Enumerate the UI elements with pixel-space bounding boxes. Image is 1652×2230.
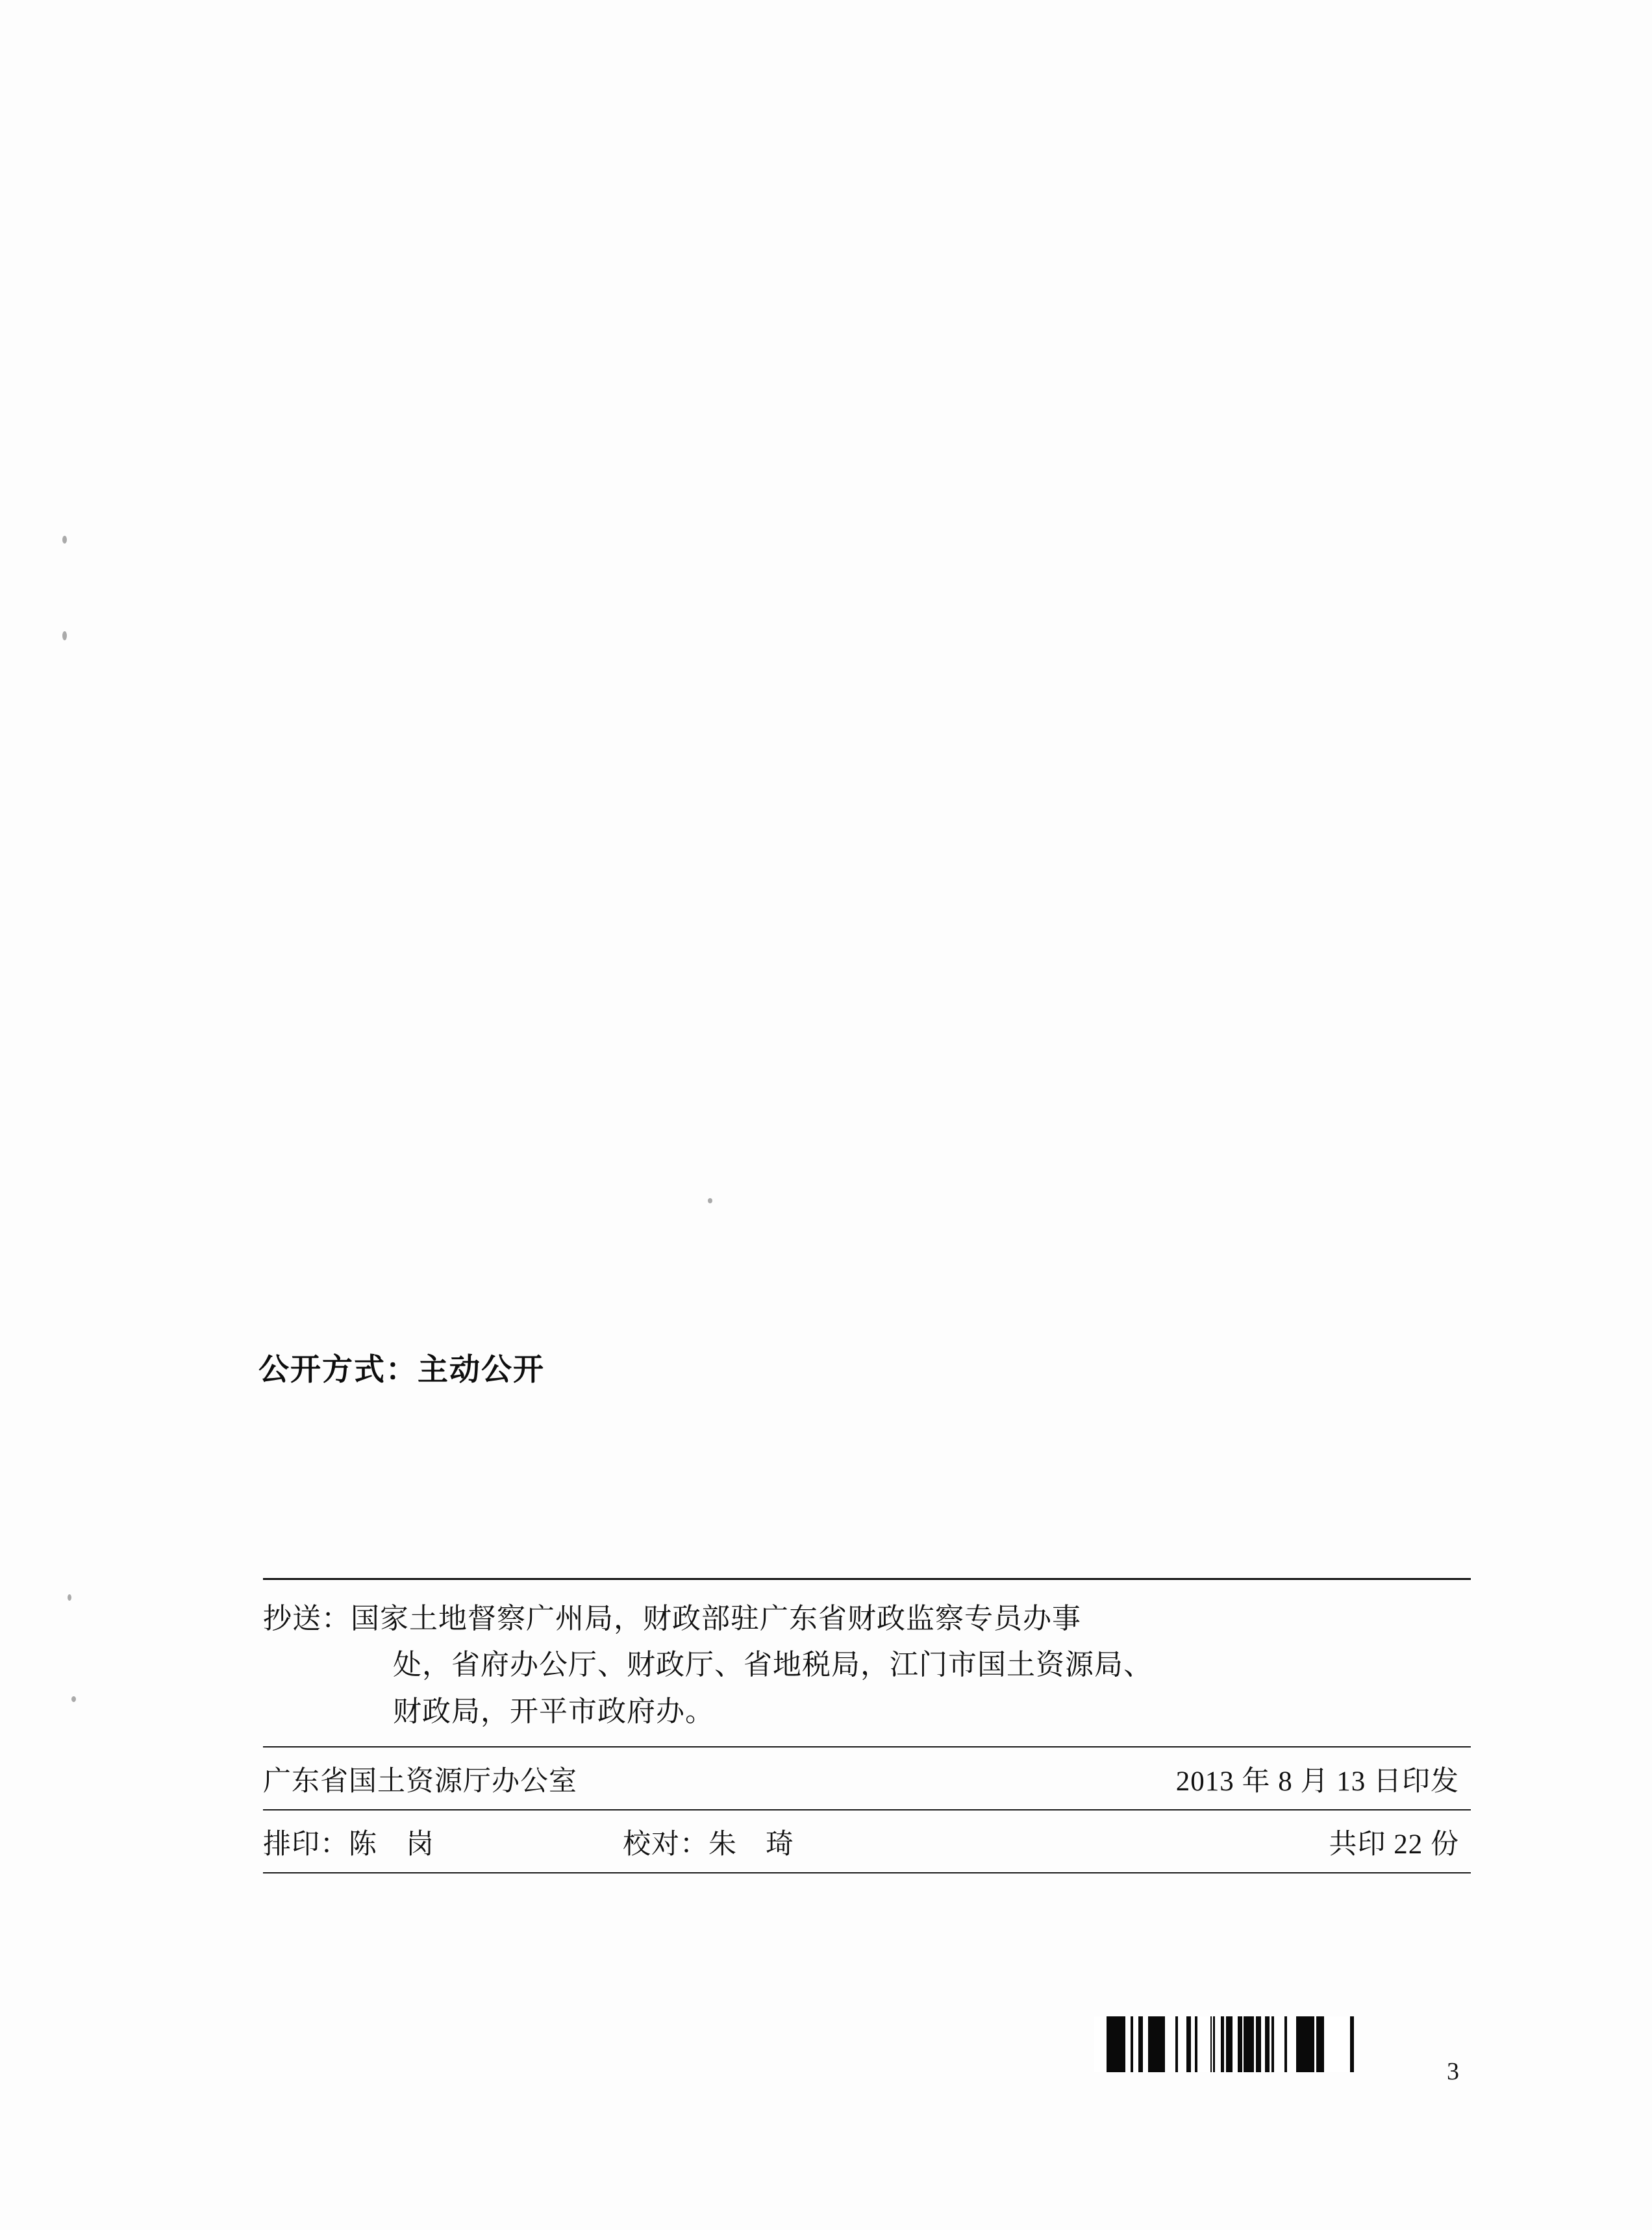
issuing-office: 广东省国土资源厅办公室 <box>263 1766 577 1797</box>
footer-bottom-rule <box>263 1872 1471 1873</box>
scan-speck <box>71 1696 76 1702</box>
document-footer <box>263 1578 1471 1873</box>
scan-speck <box>708 1198 712 1203</box>
proofreader-label: 校对： <box>623 1829 708 1860</box>
typesetter <box>263 1822 434 1862</box>
proofreader-name: 朱 琦 <box>708 1829 794 1860</box>
cc-block <box>263 1580 1471 1746</box>
typesetter-label: 排印： <box>263 1829 349 1860</box>
cc-line-1: 抄送：国家土地督察广州局，财政部驻广东省财政监察专员办事 <box>263 1603 1081 1635</box>
scan-speck <box>62 536 67 544</box>
cc-line-2: 处，省府办公厅、财政厅、省地税局，江门市国土资源局、 <box>393 1649 1153 1681</box>
disclosure-method: 公开方式：主动公开 <box>258 1352 545 1388</box>
scan-speck <box>68 1594 71 1601</box>
print-row <box>263 1810 1471 1872</box>
typesetter-name: 陈 岗 <box>349 1829 434 1860</box>
page-number: 3 <box>1447 2058 1459 2085</box>
cc-line-3: 财政局，开平市政府办。 <box>393 1695 714 1727</box>
scan-speck <box>62 631 67 640</box>
copies-count: 共印 22 份 <box>1329 1829 1459 1860</box>
issue-row <box>263 1748 1471 1809</box>
issue-date: 2013 年 8 月 13 日印发 <box>1175 1766 1459 1797</box>
barcode <box>1094 2016 1354 2072</box>
proofreader <box>623 1822 794 1862</box>
